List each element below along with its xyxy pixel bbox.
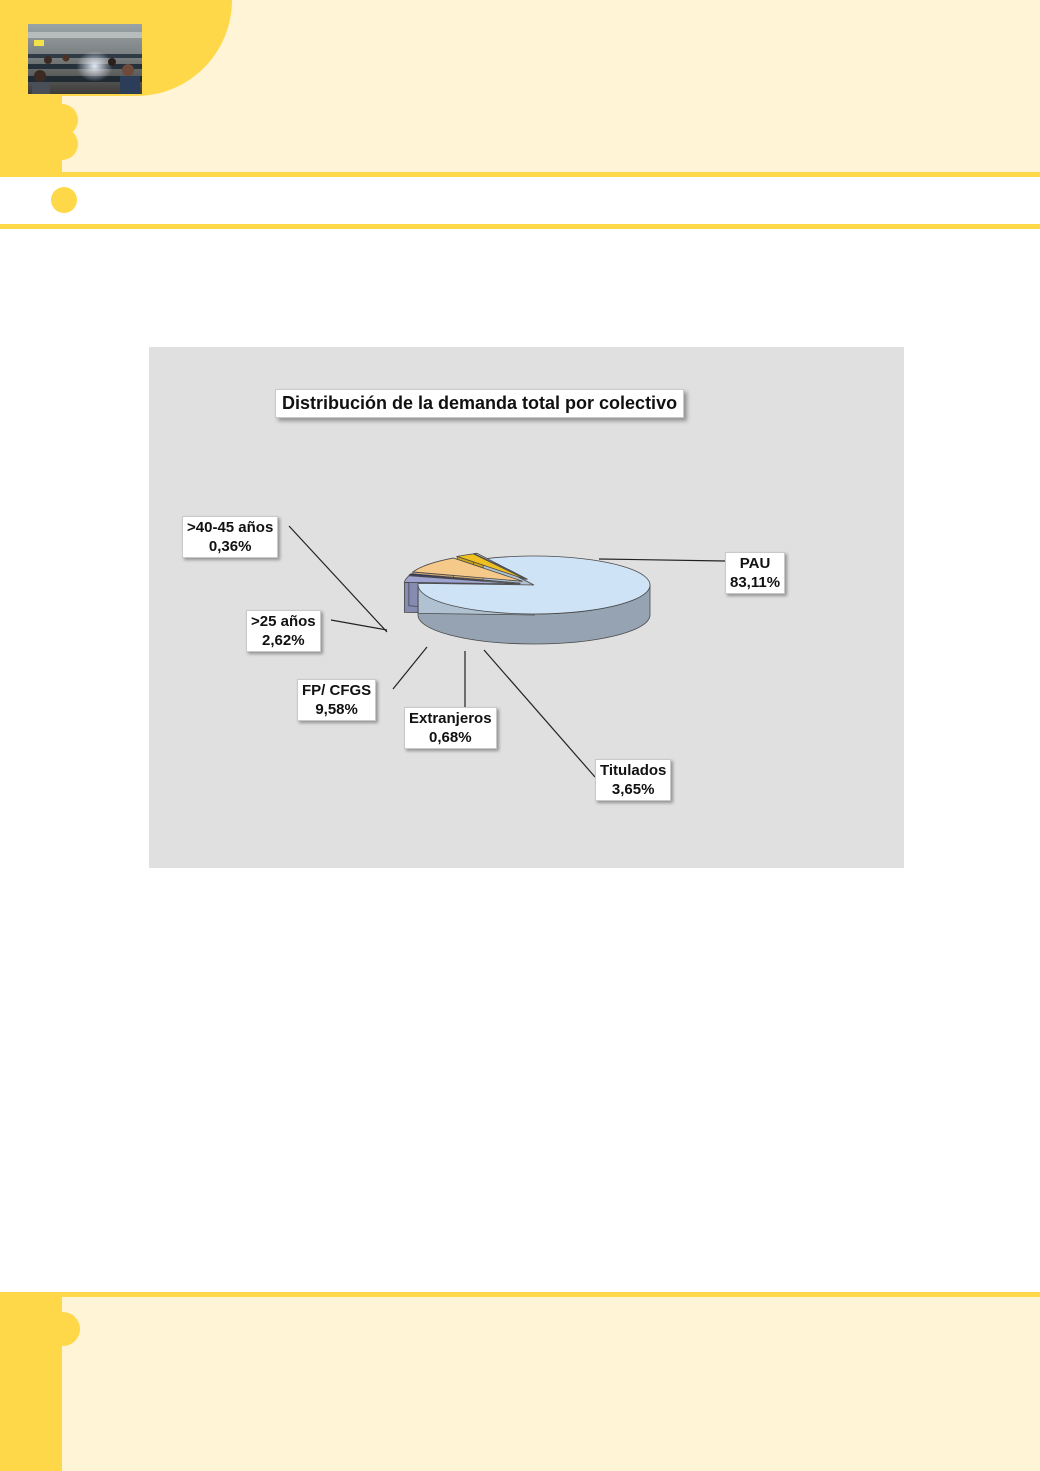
label-extranjeros xyxy=(404,707,497,749)
label-40-45-anos xyxy=(182,516,278,558)
label-extranjeros-name: Extranjeros xyxy=(409,710,492,727)
leader-line-3 xyxy=(393,647,427,689)
label-extranjeros-value: 0,68% xyxy=(429,729,472,746)
label-40-45-anos-value: 0,36% xyxy=(208,538,252,555)
header-bump-2 xyxy=(46,128,78,160)
label-40-45-anos-name: >40-45 años xyxy=(187,519,274,536)
top-rule-2 xyxy=(0,224,1040,229)
label-fp-cfgs xyxy=(297,679,376,721)
classroom-photo xyxy=(28,24,142,94)
label-25-anos-value: 2,62% xyxy=(262,632,305,649)
leader-line-1 xyxy=(484,650,595,777)
classroom-photo-icon xyxy=(28,24,142,94)
label-pau-name: PAU xyxy=(739,555,771,572)
label-25-anos xyxy=(246,610,321,652)
chart-panel xyxy=(149,347,904,868)
top-rule-1 xyxy=(0,172,1040,177)
label-titulados-name: Titulados xyxy=(600,762,667,779)
label-titulados-value: 3,65% xyxy=(611,781,655,798)
label-pau xyxy=(725,552,785,594)
label-fp-cfgs-value: 9,58% xyxy=(315,701,358,718)
footer-band xyxy=(0,1297,1040,1471)
label-25-anos-name: >25 años xyxy=(251,613,316,630)
label-fp-cfgs-name: FP/ CFGS xyxy=(302,682,372,699)
leader-line-0 xyxy=(599,559,725,561)
section-bullet xyxy=(51,187,77,213)
footer-bump xyxy=(46,1312,80,1346)
pie-chart xyxy=(149,347,904,868)
pie-slices xyxy=(289,526,725,777)
leader-line-4 xyxy=(331,620,387,630)
chart-title: Distribución de la demanda total por colectivo xyxy=(275,389,684,418)
label-pau-value: 83,11% xyxy=(730,574,781,591)
label-titulados xyxy=(595,759,671,801)
